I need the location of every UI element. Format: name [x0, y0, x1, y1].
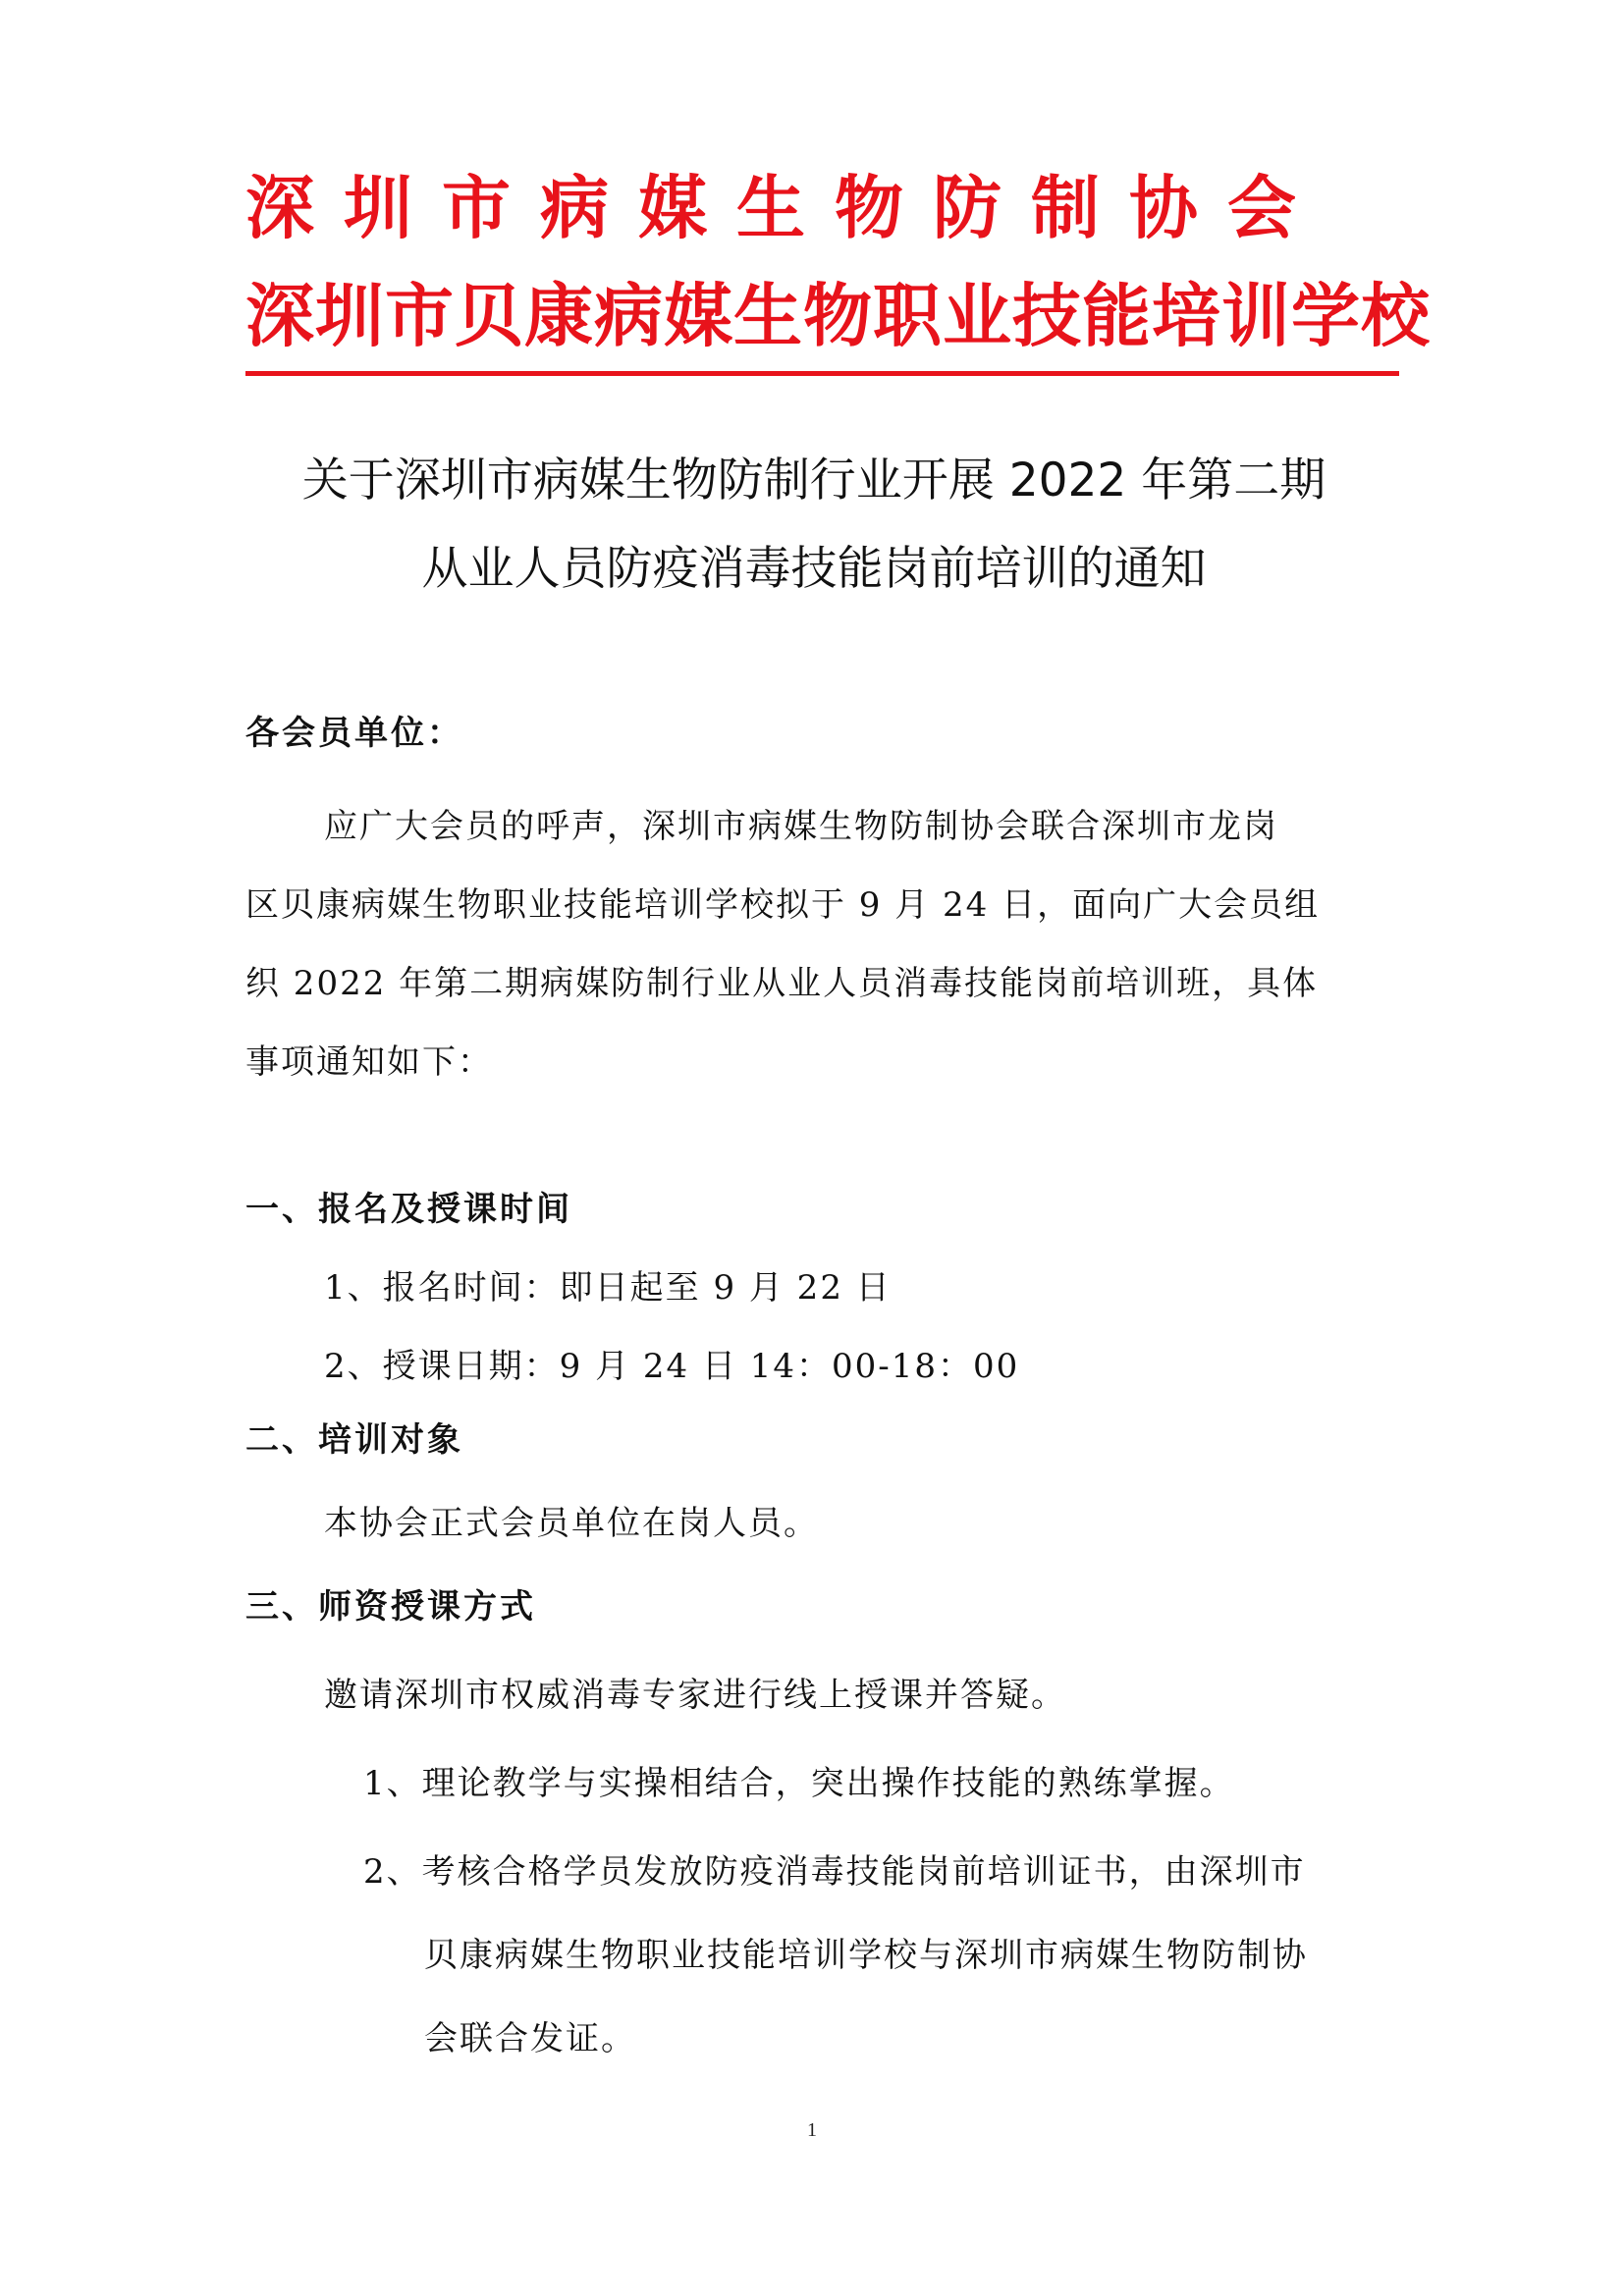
section-2-heading: 二、培训对象 — [245, 1420, 463, 1460]
section-3-item-2-line-3: 会联合发证。 — [424, 2019, 636, 2058]
section-2-text: 本协会正式会员单位在岗人员。 — [324, 1504, 819, 1543]
page-number: 1 — [807, 2119, 817, 2141]
intro-line-1: 应广大会员的呼声，深圳市病媒生物防制协会联合深圳市龙岗 — [324, 807, 1278, 846]
section-1-item-1: 1、报名时间：即日起至 9 月 22 日 — [324, 1268, 892, 1308]
org-name-school: 深圳市贝康病媒生物职业技能培训学校 — [245, 276, 1431, 356]
section-1-heading: 一、报名及授课时间 — [245, 1190, 572, 1229]
section-3-heading: 三、师资授课方式 — [245, 1587, 536, 1627]
intro-line-2: 区贝康病媒生物职业技能培训学校拟于 9 月 24 日，面向广大会员组 — [245, 885, 1321, 925]
section-3-text: 邀请深圳市权威消毒专家进行线上授课并答疑。 — [324, 1676, 1066, 1715]
intro-line-4: 事项通知如下： — [245, 1042, 493, 1082]
section-1-item-2: 2、授课日期：9 月 24 日 14：00-18：00 — [324, 1347, 1020, 1386]
section-3-item-1: 1、理论教学与实操相结合，突出操作技能的熟练掌握。 — [363, 1764, 1235, 1803]
header-divider — [245, 371, 1399, 376]
section-3-item-2-line-2: 贝康病媒生物职业技能培训学校与深圳市病媒生物防制协 — [424, 1936, 1308, 1975]
section-3-item-2-line-1: 2、考核合格学员发放防疫消毒技能岗前培训证书，由深圳市 — [363, 1852, 1306, 1892]
intro-line-3: 织 2022 年第二期病媒防制行业从业人员消毒技能岗前培训班，具体 — [245, 964, 1319, 1003]
org-name-association: 深圳市病媒生物防制协会 — [245, 168, 1326, 248]
notice-title-line-2: 从业人员防疫消毒技能岗前培训的通知 — [421, 542, 1207, 596]
notice-title-line-1: 关于深圳市病媒生物防制行业开展 2022 年第二期 — [301, 454, 1326, 507]
salutation: 各会员单位： — [245, 714, 463, 753]
